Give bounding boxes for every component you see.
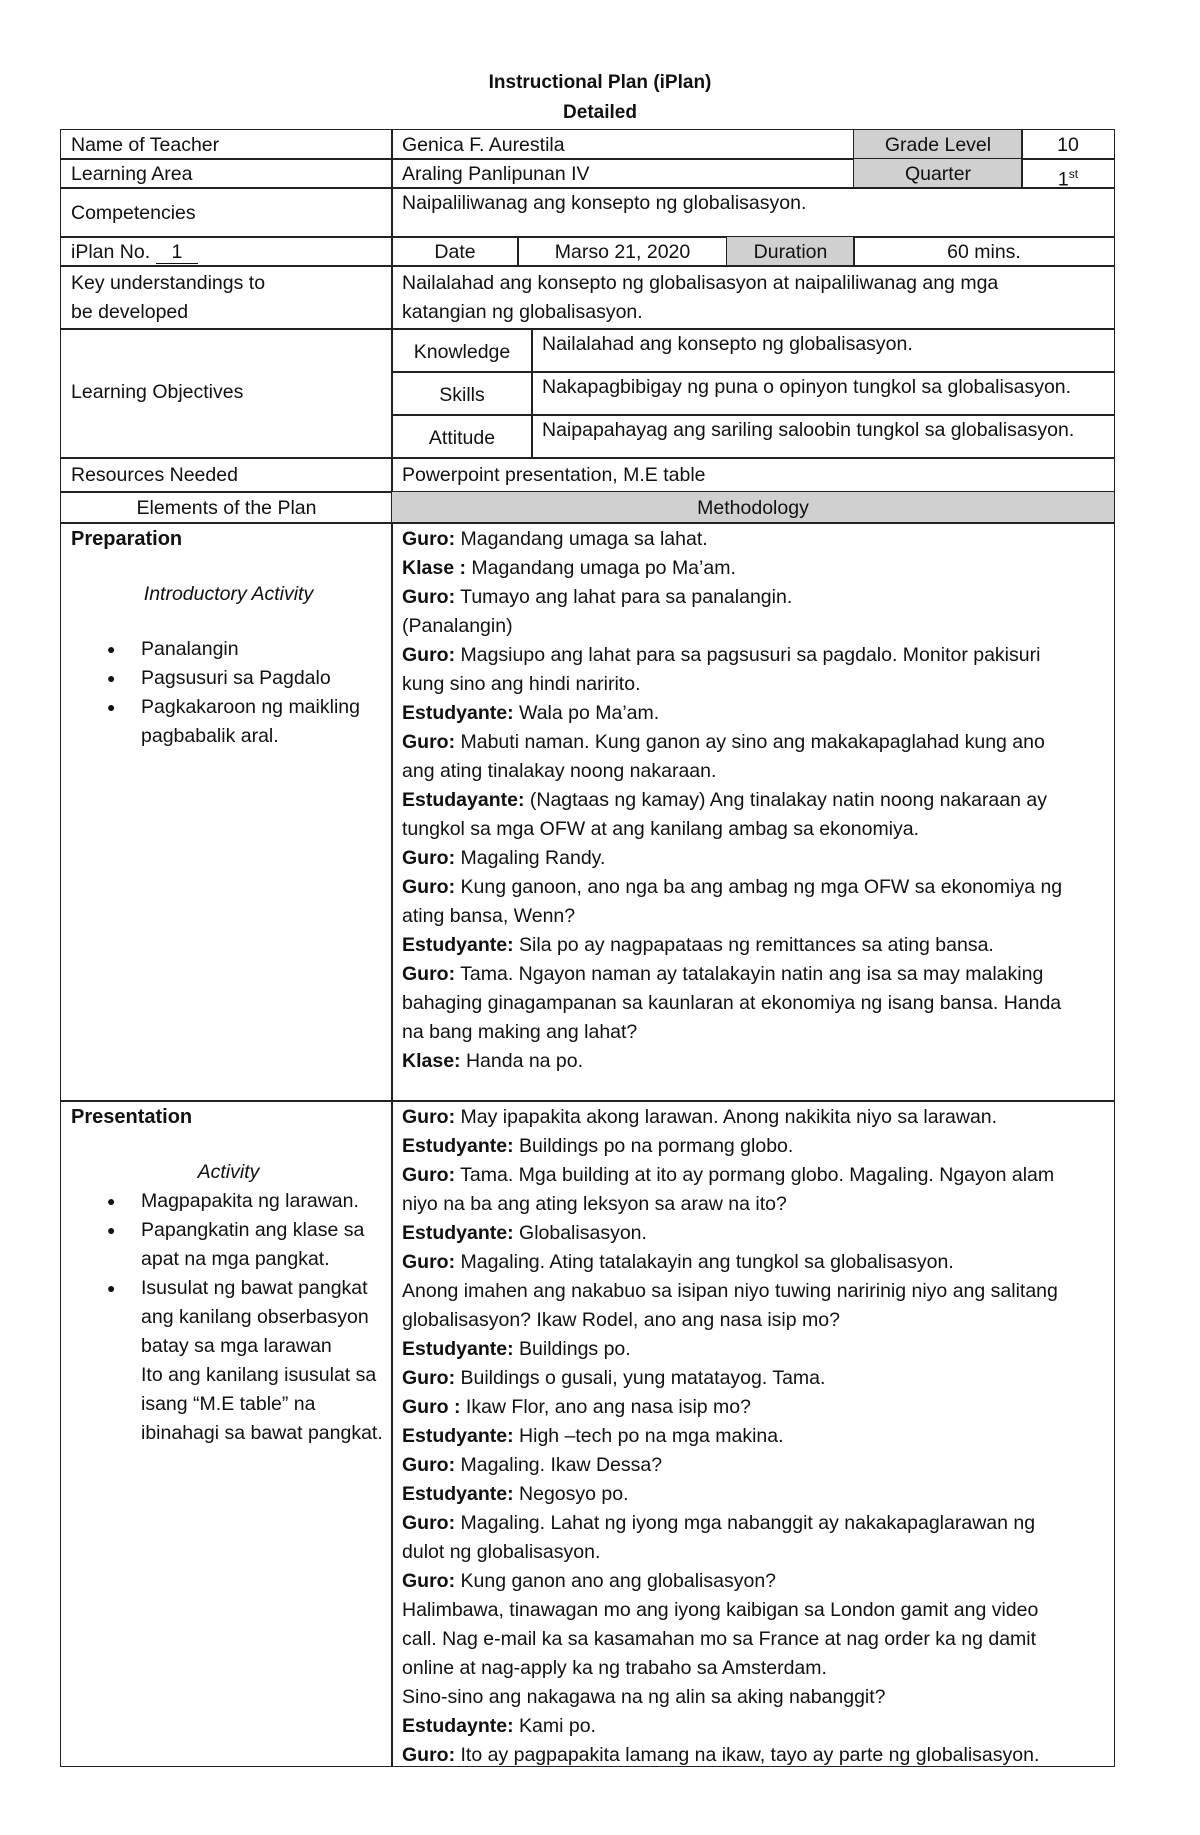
dialogue-text: Buildings po. (513, 1338, 631, 1360)
dialogue-text: May ipapakita akong larawan. Anong nakikita niyo sa larawan. (455, 1106, 998, 1128)
speaker-label: Guro: (402, 1744, 456, 1766)
dialogue-line (402, 1712, 1108, 1741)
dialogue-text: globalisasyon? Ikaw Rodel, ano ang nasa isip mo? (402, 1309, 840, 1331)
dialogue-text: Magaling Randy. (455, 847, 606, 869)
speaker-label: Guro: (402, 1570, 456, 1592)
teacher-label-cell: Name of Teacher (60, 129, 393, 160)
dialogue-text: Handa na po. (460, 1050, 584, 1072)
list-item: ● Magpapakita ng larawan. (141, 1187, 386, 1216)
dialogue-line (402, 1047, 1108, 1076)
knowledge-value-cell: Nailalahad ang konsepto ng globalisasyon. (531, 328, 1115, 373)
dialogue-text: Magaling. Ikaw Dessa? (455, 1454, 663, 1476)
dialogue-line (402, 1393, 1108, 1422)
dialogue-text: Kami po. (513, 1715, 596, 1737)
duration-value-cell: 60 mins. (853, 236, 1115, 267)
learning-objectives-label-cell: Learning Objectives (60, 328, 393, 459)
speaker-label: Klase: (402, 1050, 461, 1072)
dialogue-text: online at nag-apply ka ng trabaho sa Amsterdam. (402, 1657, 827, 1679)
speaker-label: Guro: (402, 963, 456, 985)
speaker-label: Guro : (402, 1396, 461, 1418)
dialogue-line (402, 1422, 1108, 1451)
iplan-label-cell: iPlan No. 1 (60, 236, 393, 267)
speaker-label: Estudyante: (402, 1222, 514, 1244)
grade-label-cell: Grade Level (853, 129, 1023, 160)
preparation-activity-title: Introductory Activity (143, 583, 314, 605)
presentation-bullet-list (71, 1187, 386, 1361)
dialogue-text: Magaling. Lahat ng iyong mga nabanggit ay nakakapaglarawan ng (455, 1512, 1036, 1534)
dialogue-line (402, 525, 1108, 554)
dialogue-line (402, 960, 1108, 989)
key-understandings-label-cell: Key understandings to be developed (60, 265, 393, 330)
dialogue-text: Magaling. Ating tatalakayin ang tungkol sa globalisasyon. (455, 1251, 954, 1273)
dialogue-line (402, 1161, 1108, 1190)
quarter-value-cell: 1st (1021, 158, 1115, 189)
dialogue-line (402, 670, 1108, 699)
dialogue-text: Mabuti naman. Kung ganon ay sino ang makakapaglahad kung ano (455, 731, 1045, 753)
skills-value-cell: Nakapagbibigay ng puna o opinyon tungkol sa globalisasyon. (531, 371, 1115, 416)
dialogue-line (402, 1306, 1108, 1335)
dialogue-line (402, 1364, 1108, 1393)
dialogue-text: ang ating tinalakay noong nakaraan. (402, 760, 717, 782)
dialogue-line (402, 1683, 1108, 1712)
document-title: Instructional Plan (iPlan) (488, 72, 712, 93)
dialogue-text: Kung ganon ano ang globalisasyon? (455, 1570, 777, 1592)
preparation-methodology-cell (391, 522, 1115, 1102)
dialogue-text: ating bansa, Wenn? (402, 905, 576, 927)
dialogue-text: Tama. Ngayon naman ay tatalakayin natin ang isa sa may malaking (455, 963, 1044, 985)
dialogue-text: Magandang umaga po Ma’am. (465, 557, 736, 579)
list-item: ● Papangkatin ang klase sa apat na mga pangkat. (141, 1216, 386, 1274)
presentation-note: Ito ang kanilang isusulat sa isang “M.E table” na ibinahagi sa bawat pangkat. (141, 1364, 383, 1444)
dialogue-line (402, 1335, 1108, 1364)
dialogue-line (402, 757, 1108, 786)
grade-value-cell: 10 (1021, 129, 1115, 160)
speaker-label: Guro: (402, 1164, 456, 1186)
speaker-label: Estudayante: (402, 789, 525, 811)
dialogue-text: Sila po ay nagpapataas ng remittances sa ating bansa. (513, 934, 994, 956)
dialogue-text: niyo na ba ang ating leksyon sa araw na ito? (402, 1193, 787, 1215)
dialogue-line (402, 1018, 1108, 1047)
dialogue-line (402, 1509, 1108, 1538)
dialogue-text: Buildings po na pormang globo. (513, 1135, 794, 1157)
list-item: ● Panalangin (141, 635, 386, 664)
document-subtitle: Detailed (563, 102, 637, 123)
speaker-label: Estudyante: (402, 934, 514, 956)
dialogue-text: Wala po Ma’am. (513, 702, 660, 724)
dialogue-line (402, 728, 1108, 757)
dialogue-line (402, 989, 1108, 1018)
quarter-label-cell: Quarter (853, 158, 1023, 189)
resources-label-cell: Resources Needed (60, 457, 393, 493)
iplan-number: 1 (156, 241, 199, 264)
dialogue-text: Negosyo po. (513, 1483, 629, 1505)
dialogue-line (402, 554, 1108, 583)
dialogue-text: Tumayo ang lahat para sa panalangin. (455, 586, 793, 608)
speaker-label: Estudyante: (402, 1338, 514, 1360)
dialogue-line (402, 1451, 1108, 1480)
speaker-label: Guro: (402, 876, 456, 898)
attitude-label-cell: Attitude (391, 414, 533, 459)
dialogue-line (402, 1190, 1108, 1219)
duration-label-cell: Duration (726, 236, 855, 267)
dialogue-text: Sino-sino ang nakagawa na ng alin sa aking nabanggit? (402, 1686, 886, 1708)
area-label-cell: Learning Area (60, 158, 393, 189)
dialogue-line (402, 931, 1108, 960)
dialogue-line (402, 1103, 1108, 1132)
dialogue-line (402, 1277, 1108, 1306)
presentation-heading: Presentation (71, 1106, 193, 1128)
methodology-header-cell: Methodology (391, 491, 1115, 524)
dialogue-line (402, 1538, 1108, 1567)
dialogue-text: High –tech po na mga makina. (513, 1425, 784, 1447)
dialogue-line (402, 1741, 1108, 1767)
competencies-label-cell: Competencies (60, 187, 393, 238)
dialogue-line (402, 1596, 1108, 1625)
attitude-value-cell: Naipapahayag ang sariling saloobin tungkol sa globalisasyon. (531, 414, 1115, 459)
dialogue-text: (Nagtaas ng kamay) Ang tinalakay natin noong nakaraan ay (524, 789, 1047, 811)
dialogue-line (402, 1625, 1108, 1654)
speaker-label: Klase : (402, 557, 466, 579)
dialogue-text: Magsiupo ang lahat para sa pagsusuri sa pagdalo. Monitor pakisuri (455, 644, 1041, 666)
dialogue-line (402, 1567, 1108, 1596)
dialogue-text: (Panalangin) (402, 615, 513, 637)
list-item: ● Pagkakaroon ng maikling pagbabalik aral. (141, 693, 386, 751)
dialogue-line (402, 902, 1108, 931)
speaker-label: Estudyante: (402, 1483, 514, 1505)
skills-label-cell: Skills (391, 371, 533, 416)
key-understandings-value-cell: Nailalahad ang konsepto ng globalisasyon at naipaliliwanag ang mga katangian ng globalisasyon. (391, 265, 1115, 330)
dialogue-text: Buildings o gusali, yung matatayog. Tama. (455, 1367, 826, 1389)
dialogue-text: Ikaw Flor, ano ang nasa isip mo? (460, 1396, 751, 1418)
speaker-label: Guro: (402, 644, 456, 666)
speaker-label: Guro: (402, 586, 456, 608)
preparation-heading: Preparation (71, 528, 183, 550)
dialogue-line (402, 786, 1108, 815)
speaker-label: Guro: (402, 847, 456, 869)
dialogue-line (402, 612, 1108, 641)
dialogue-text: Tama. Mga building at ito ay pormang globo. Magaling. Ngayon alam (455, 1164, 1055, 1186)
preparation-dialogue (402, 525, 1108, 1076)
presentation-activity-title: Activity (197, 1161, 260, 1183)
dialogue-line (402, 583, 1108, 612)
date-value-cell: Marso 21, 2020 (517, 236, 728, 267)
resources-value-cell: Powerpoint presentation, M.E table (391, 457, 1115, 493)
list-item: ● Pagsusuri sa Pagdalo (141, 664, 386, 693)
dialogue-text: Halimbawa, tinawagan mo ang iyong kaibigan sa London gamit ang video (402, 1599, 1039, 1621)
speaker-label: Guro: (402, 731, 456, 753)
dialogue-text: kung sino ang hindi naririto. (402, 673, 641, 695)
speaker-label: Guro: (402, 1454, 456, 1476)
dialogue-text: Kung ganoon, ano nga ba ang ambag ng mga OFW sa ekonomiya ng (455, 876, 1063, 898)
dialogue-line (402, 815, 1108, 844)
elements-header-cell: Elements of the Plan (60, 491, 393, 524)
area-value-cell: Araling Panlipunan IV (391, 158, 855, 189)
presentation-methodology-cell (391, 1100, 1115, 1767)
dialogue-text: na bang making ang lahat? (402, 1021, 638, 1043)
dialogue-line (402, 873, 1108, 902)
speaker-label: Guro: (402, 528, 456, 550)
dialogue-text: dulot ng globalisasyon. (402, 1541, 601, 1563)
dialogue-line (402, 1248, 1108, 1277)
dialogue-text: call. Nag e-mail ka sa kasamahan mo sa France at nag order ka ng damit (402, 1628, 1037, 1650)
speaker-label: Estudyante: (402, 1425, 514, 1447)
dialogue-text: Ito ay pagpapakita lamang na ikaw, tayo ay parte ng globalisasyon. (455, 1744, 1040, 1766)
list-item: ● Isusulat ng bawat pangkat ang kanilang obserbasyon batay sa mga larawan (141, 1274, 386, 1361)
competencies-value-cell: Naipaliliwanag ang konsepto ng globalisasyon. (391, 187, 1115, 238)
dialogue-text: Globalisasyon. (513, 1222, 647, 1244)
dialogue-line (402, 699, 1108, 728)
dialogue-line (402, 844, 1108, 873)
speaker-label: Guro: (402, 1106, 456, 1128)
presentation-dialogue (402, 1103, 1108, 1767)
dialogue-line (402, 1480, 1108, 1509)
date-label-cell: Date (391, 236, 519, 267)
speaker-label: Guro: (402, 1367, 456, 1389)
presentation-left-cell (60, 1100, 393, 1767)
speaker-label: Estudyante: (402, 1135, 514, 1157)
speaker-label: Estudaynte: (402, 1715, 514, 1737)
dialogue-text: Anong imahen ang nakabuo sa isipan niyo tuwing naririnig niyo ang salitang (402, 1280, 1058, 1302)
dialogue-line (402, 1654, 1108, 1683)
preparation-bullet-list (71, 635, 386, 751)
dialogue-line (402, 1219, 1108, 1248)
speaker-label: Guro: (402, 1512, 456, 1534)
knowledge-label-cell: Knowledge (391, 328, 533, 373)
speaker-label: Estudyante: (402, 702, 514, 724)
dialogue-text: Magandang umaga sa lahat. (455, 528, 708, 550)
dialogue-line (402, 1132, 1108, 1161)
speaker-label: Guro: (402, 1251, 456, 1273)
dialogue-text: bahaging ginagampanan sa kaunlaran at ekonomiya ng isang bansa. Handa (402, 992, 1062, 1014)
dialogue-text: tungkol sa mga OFW at ang kanilang ambag sa ekonomiya. (402, 818, 920, 840)
dialogue-line (402, 641, 1108, 670)
preparation-left-cell (60, 522, 393, 1102)
teacher-value-cell: Genica F. Aurestila (391, 129, 855, 160)
